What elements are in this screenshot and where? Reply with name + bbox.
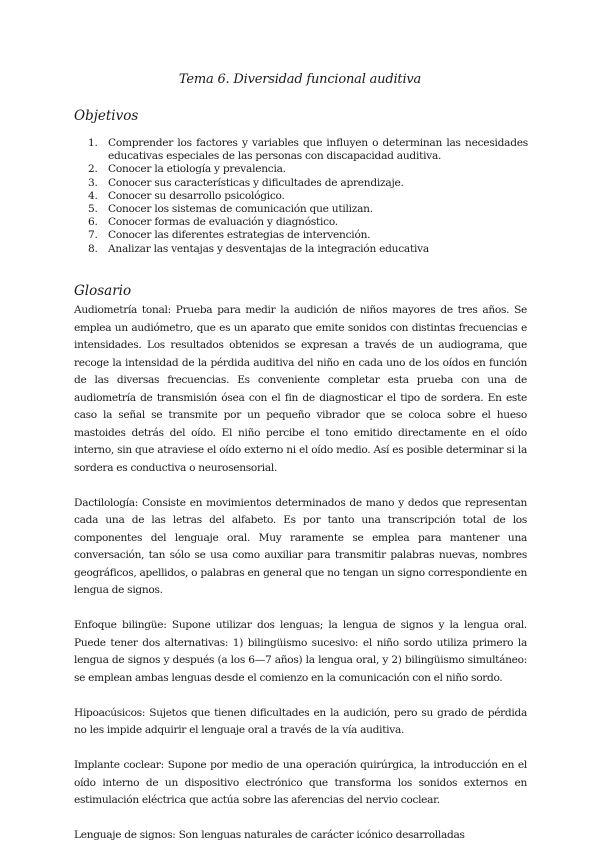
list-item-text: Conocer las diferentes estrategias de intervención. xyxy=(108,229,371,242)
glossary-entry-dactilologia: Dactilología: Consiste en movimientos determinados de mano y dedos que representan cada una de las letras del alfabeto. Es por tanto una transcripción total de los componentes del lenguaje oral. Muy raramente se emplea para mantener una conversación, tan sólo se usa como auxiliar para transmitir palabras nuevas, nombres geográficos, apellidos, o palabras en general que no tengan un signo correspondiente en lengua de signos. xyxy=(74,496,527,596)
list-item xyxy=(88,177,528,190)
list-item-text: Analizar las ventajas y desventajas de la integración educativa xyxy=(108,242,429,255)
list-item-number: 3. xyxy=(88,176,98,189)
document-title: Tema 6. Diversidad funcional auditiva xyxy=(178,72,422,87)
list-item-number: 4. xyxy=(88,189,98,202)
glossary-heading: Glosario xyxy=(74,283,132,299)
list-item-number: 1. xyxy=(88,137,98,149)
list-item-text: Conocer su desarrollo psicológico. xyxy=(108,189,285,202)
list-item-text: Conocer los sistemas de comunicación que utilizan. xyxy=(108,203,373,216)
list-item xyxy=(88,190,528,203)
list-item xyxy=(88,203,528,216)
list-item-text: Conocer sus características y dificultades de aprendizaje. xyxy=(108,176,404,189)
list-item-text: Conocer la etiología y prevalencia. xyxy=(108,163,286,176)
list-item xyxy=(88,137,528,163)
list-item xyxy=(88,163,528,176)
list-item-number: 6. xyxy=(88,216,98,229)
list-item-number: 7. xyxy=(88,229,98,242)
list-item xyxy=(88,229,528,242)
list-item-number: 2. xyxy=(88,163,98,176)
list-item xyxy=(88,216,528,229)
glossary-entry-implante-coclear: Implante coclear: Supone por medio de una operación quirúrgica, la introducción en el oído interno de un dispositivo electrónico que transforma los sonidos externos en estimulación eléctrica que actúa sobre las aferencias del nervio coclear. xyxy=(74,759,527,806)
list-item-number: 5. xyxy=(88,203,98,216)
list-item xyxy=(88,243,528,256)
glossary-entry-enfoque-bilingue: Enfoque bilingüe: Supone utilizar dos lenguas; la lengua de signos y la lengua oral. Puede tener dos alternativas: 1) bilingüismo sucesivo: el niño sordo utiliza primero la lengua de signos y después (a los 6—7 años) la lengua oral, y 2) bilingüismo simultáneo: se emplean ambas lenguas desde el comienzo en la comunicación con el niño sordo. xyxy=(74,619,527,684)
glossary-entry-lenguaje-signos: Lenguaje de signos: Son lenguas naturales de carácter icónico desarrolladas xyxy=(74,829,465,841)
glossary-entry-audiometria: Audiometría tonal: Prueba para medir la audición de niños mayores de tres años. Se emplea un audiómetro, que es un aparato que emite sonidos con distintas frecuencias e intensidades. Los resultados obtenidos se expresan a través de un audiograma, que recoge la intensidad de la pérdida auditiva del niño en cada uno de los oídos en función de las diversas frecuencias. Es conveniente completar esta prueba con una de audiometría de transmisión ósea con el fin de diagnosticar el tipo de sordera. En este caso la señal se transmite por un pequeño vibrador que se coloca sobre el hueso mastoides detrás del oído. El niño percibe el tono emitido directamente en el oído interno, sin que atraviese el oído externo ni el oído medio. Así es posible determinar si la sordera es conductiva o neurosensorial. xyxy=(74,304,527,474)
glossary-body xyxy=(74,302,527,862)
list-item-text: Conocer formas de evaluación y diagnóstico. xyxy=(108,216,338,229)
list-item-text: Comprender los factores y variables que influyen o determinan las necesidades educativas especiales de las personas con discapacidad auditiva. xyxy=(108,137,528,163)
objectives-heading: Objetivos xyxy=(74,108,139,124)
objectives-list xyxy=(88,137,528,256)
list-item-number: 8. xyxy=(88,242,98,255)
glossary-entry-hipoacusicos: Hipoacúsicos: Sujetos que tienen dificultades en la audición, pero su grado de pérdida no les impide adquirir el lenguaje oral a través de la vía auditiva. xyxy=(74,706,527,736)
